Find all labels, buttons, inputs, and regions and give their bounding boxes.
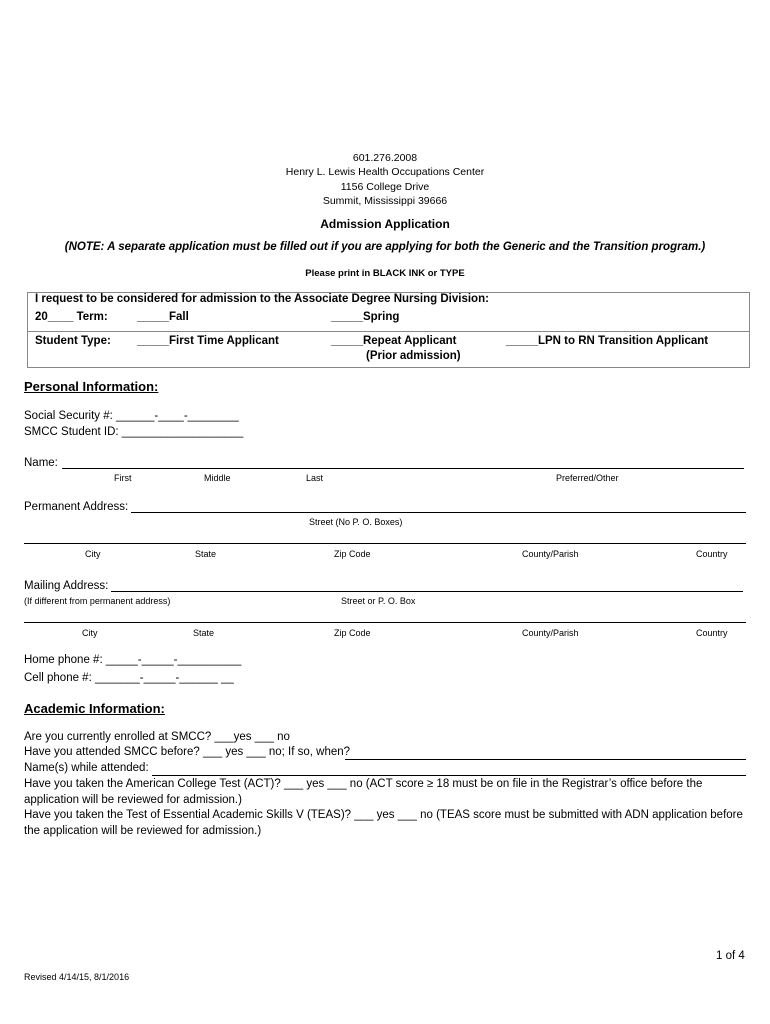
note-text: (NOTE: A separate application must be filled out if you are applying for both the Generic and the Transition program.) [64, 241, 706, 253]
mailing-address-label: Mailing Address: [24, 580, 109, 592]
mail-zip-caption: Zip Code [334, 628, 371, 638]
revised-date: Revised 4/14/15, 8/1/2016 [24, 972, 130, 982]
page-number: 1 of 4 [716, 950, 745, 962]
mailing-city-line[interactable] [24, 622, 746, 623]
perm-city-caption: City [85, 549, 101, 559]
permanent-address-label: Permanent Address: [24, 501, 129, 513]
attended-when-line[interactable] [345, 759, 746, 760]
name-first-caption: First [114, 473, 132, 483]
perm-country-caption: Country [696, 549, 728, 559]
first-time-option[interactable]: _____First Time Applicant [137, 335, 279, 347]
perm-county-caption: County/Parish [522, 549, 579, 559]
name-label: Name: [24, 457, 58, 469]
student-id-field[interactable]: SMCC Student ID: ___________________ [24, 426, 244, 438]
perm-zip-caption: Zip Code [334, 549, 371, 559]
spring-option[interactable]: _____Spring [331, 311, 400, 323]
mailing-street-line[interactable] [111, 591, 743, 592]
q-teas-line1[interactable]: Have you taken the Test of Essential Academic Skills V (TEAS)? ___ yes ___ no (TEAS score must be submitted with ADN application before [24, 809, 743, 821]
name-middle-caption: Middle [204, 473, 231, 483]
lpn-option[interactable]: _____LPN to RN Transition Applicant [506, 335, 709, 347]
page-title: Admission Application [320, 217, 450, 231]
header-street: 1156 College Drive [340, 181, 430, 193]
q-teas-line2: the application will be reviewed for admission.) [24, 825, 262, 837]
name-preferred-caption: Preferred/Other [556, 473, 619, 483]
permanent-street-line[interactable] [131, 512, 746, 513]
permanent-city-line[interactable] [24, 543, 746, 544]
mail-county-caption: County/Parish [522, 628, 579, 638]
mail-country-caption: Country [696, 628, 728, 638]
ssn-field[interactable]: Social Security #: ______-____-________ [24, 410, 239, 422]
student-type-label: Student Type: [35, 335, 111, 347]
academic-heading: Academic Information: [24, 701, 165, 716]
fall-option[interactable]: _____Fall [137, 311, 189, 323]
personal-heading: Personal Information: [24, 379, 159, 394]
mail-city-caption: City [82, 628, 98, 638]
name-last-caption: Last [306, 473, 324, 483]
q-act-line1[interactable]: Have you taken the American College Test (ACT)? ___ yes ___ no (ACT score ≥ 18 must be on file in the Registrar’s office before the [24, 778, 703, 790]
header-city: Summit, Mississippi 39666 [322, 195, 448, 207]
q-attended[interactable]: Have you attended SMCC before? ___ yes ___ no; If so, when? [24, 746, 351, 758]
prior-admission-note: (Prior admission) [366, 350, 461, 362]
home-phone-field[interactable]: Home phone #: _____-_____-__________ [24, 654, 242, 666]
year-term-field[interactable]: 20____ Term: [35, 311, 108, 323]
print-instruction: Please print in BLACK INK or TYPE [305, 268, 465, 279]
request-box-divider [27, 331, 750, 332]
q-names: Name(s) while attended: [24, 762, 149, 774]
header-phone: 601.276.2008 [352, 152, 418, 164]
if-different-caption: (If different from permanent address) [24, 596, 171, 606]
request-heading: I request to be considered for admission to the Associate Degree Nursing Division: [35, 293, 489, 305]
cell-phone-field[interactable]: Cell phone #: _______-_____-______ __ [24, 672, 234, 684]
q-act-line2: application will be reviewed for admission.) [24, 794, 242, 806]
header-center: Henry L. Lewis Health Occupations Center [285, 166, 485, 178]
street-no-po-caption: Street (No P. O. Boxes) [309, 517, 403, 527]
names-line[interactable] [152, 775, 746, 776]
repeat-option[interactable]: _____Repeat Applicant [331, 335, 457, 347]
street-or-po-caption: Street or P. O. Box [341, 596, 416, 606]
perm-state-caption: State [195, 549, 217, 559]
name-line[interactable] [62, 468, 744, 469]
q-enrolled[interactable]: Are you currently enrolled at SMCC? ___yes ___ no [24, 731, 290, 743]
mail-state-caption: State [193, 628, 215, 638]
